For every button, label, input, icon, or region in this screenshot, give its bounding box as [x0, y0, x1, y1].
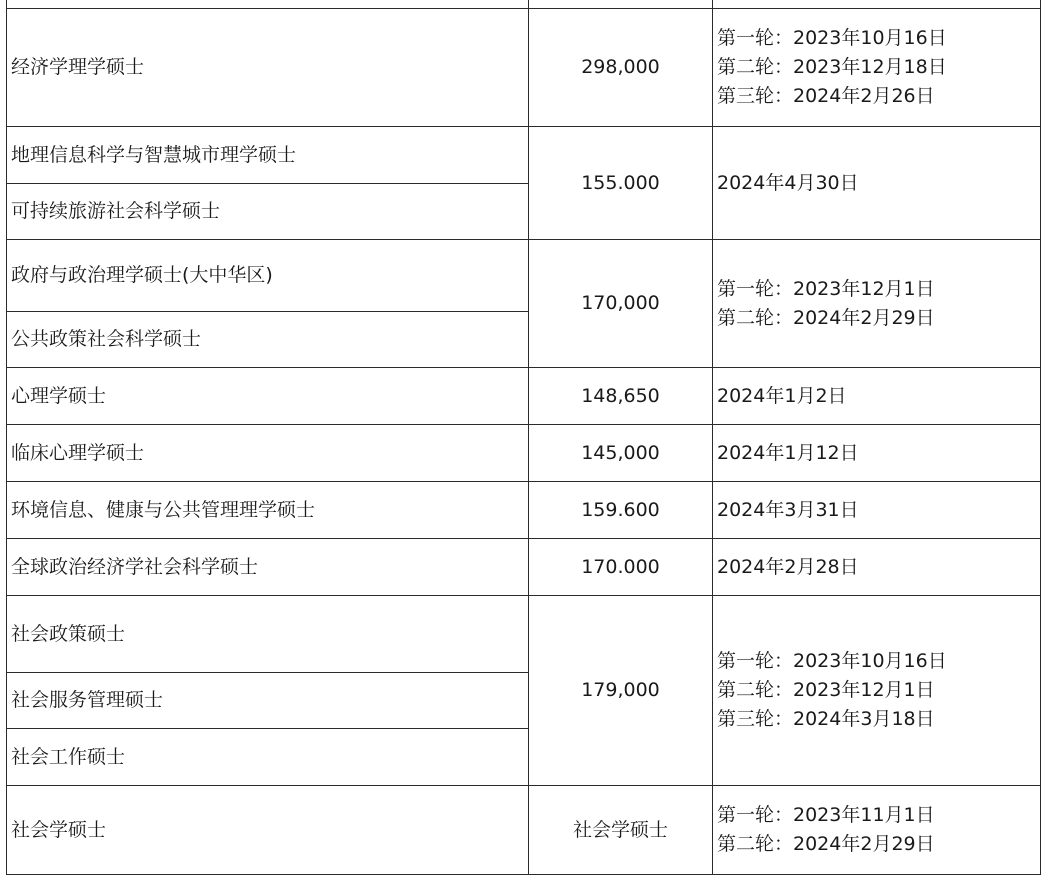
- application-deadline-cell: [713, 482, 1041, 539]
- program-name: 心理学硕士: [11, 384, 107, 407]
- application-deadline-cell: [713, 9, 1041, 127]
- table-row: [7, 0, 1041, 9]
- deadline-line: 第二轮：2023年12月18日: [717, 56, 947, 78]
- program-name-cell: [7, 729, 529, 786]
- tuition-fee: 155.000: [581, 171, 660, 194]
- table-row: [7, 786, 1041, 875]
- tuition-fee-cell: [529, 596, 713, 786]
- tuition-fee: 159.600: [581, 498, 660, 521]
- tuition-fee-cell: [529, 9, 713, 127]
- program-name: 社会服务管理硕士: [11, 689, 164, 711]
- tuition-fee-cell: [529, 0, 713, 9]
- tuition-fee-cell: [529, 539, 713, 596]
- program-name: 经济学理学硕士: [11, 56, 145, 78]
- tuition-fee: 148,650: [581, 384, 660, 407]
- table-row: [7, 596, 1041, 673]
- application-deadline-cell: [713, 425, 1041, 482]
- tuition-fee-cell: [529, 425, 713, 482]
- table-row: [7, 127, 1041, 184]
- program-name: 公共政策社会科学硕士: [11, 328, 202, 350]
- tuition-fee-cell: [529, 786, 713, 875]
- tuition-fee-cell: [529, 368, 713, 425]
- tuition-fee: 社会学硕士: [572, 818, 668, 841]
- deadline-line: 第二轮：2024年2月29日: [717, 833, 935, 855]
- program-name: 地理信息科学与智慧城市理学硕士: [11, 143, 297, 166]
- deadline-line: 2024年1月12日: [717, 441, 859, 464]
- application-deadline-cell: [713, 240, 1041, 368]
- program-name: 临床心理学硕士: [11, 441, 145, 464]
- program-name: 环境信息、健康与公共管理理学硕士: [11, 498, 316, 521]
- tuition-fee: 298,000: [581, 56, 660, 78]
- deadline-line: 第三轮：2024年3月18日: [717, 708, 935, 730]
- table-row: [7, 539, 1041, 596]
- program-name-cell: [7, 0, 529, 9]
- program-name-cell: [7, 786, 529, 875]
- table-row: [7, 9, 1041, 127]
- program-name-cell: [7, 240, 529, 312]
- application-deadline-cell: [713, 786, 1041, 875]
- program-name-cell: [7, 482, 529, 539]
- program-name-cell: [7, 673, 529, 729]
- program-name: 全球政治经济学社会科学硕士: [11, 555, 259, 578]
- deadline-line: 第二轮：2024年2月29日: [717, 306, 935, 329]
- tuition-fee-cell: [529, 240, 713, 368]
- program-name: 可持续旅游社会科学硕士: [11, 200, 221, 222]
- tuition-fee: 170.000: [581, 555, 660, 578]
- application-deadline-cell: [713, 127, 1041, 240]
- program-name: 社会工作硕士: [11, 745, 126, 768]
- tuition-fee-cell: [529, 127, 713, 240]
- deadline-line: 第一轮：2023年12月1日: [717, 277, 935, 300]
- program-name-cell: [7, 312, 529, 368]
- tuition-fee: 170,000: [581, 292, 660, 314]
- tuition-fee: 179,000: [581, 679, 660, 701]
- deadline-line: 2024年2月28日: [717, 555, 859, 578]
- program-name-cell: [7, 9, 529, 127]
- tuition-fee: 145,000: [581, 441, 660, 464]
- program-name-cell: [7, 127, 529, 184]
- admission-table-body: [7, 0, 1041, 875]
- table-row: [7, 240, 1041, 312]
- program-name-cell: [7, 539, 529, 596]
- application-deadline-cell: [713, 0, 1041, 9]
- program-name-cell: [7, 184, 529, 240]
- program-name-cell: [7, 368, 529, 425]
- deadline-line: 第三轮：2024年2月26日: [717, 85, 935, 107]
- deadline-line: 第一轮：2023年10月16日: [717, 27, 947, 49]
- deadline-line: 2024年4月30日: [717, 171, 859, 194]
- tuition-fee-cell: [529, 482, 713, 539]
- program-name: 社会学硕士: [11, 818, 107, 841]
- program-name: 政府与政治理学硕士(大中华区): [11, 264, 273, 286]
- admission-table: [6, 0, 1041, 875]
- table-row: [7, 368, 1041, 425]
- deadline-line: 第一轮：2023年10月16日: [717, 650, 947, 672]
- application-deadline-cell: [713, 368, 1041, 425]
- deadline-line: 2024年1月2日: [717, 384, 847, 407]
- deadline-line: 2024年3月31日: [717, 498, 859, 521]
- program-name-cell: [7, 425, 529, 482]
- table-row: [7, 425, 1041, 482]
- application-deadline-cell: [713, 539, 1041, 596]
- deadline-line: 第二轮：2023年12月1日: [717, 679, 935, 701]
- program-name: 社会政策硕士: [11, 622, 126, 645]
- table-row: [7, 482, 1041, 539]
- deadline-line: 第一轮：2023年11月1日: [717, 804, 935, 826]
- program-name-cell: [7, 596, 529, 673]
- application-deadline-cell: [713, 596, 1041, 786]
